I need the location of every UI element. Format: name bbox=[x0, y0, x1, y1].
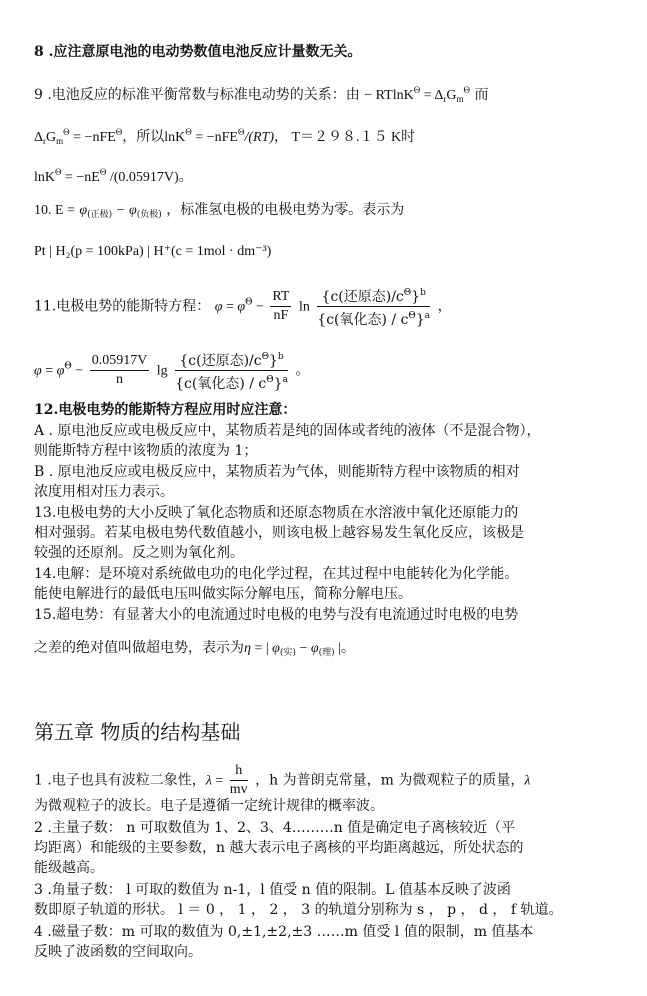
chapter-p4-1: 4 .磁量子数：m 可取的数值为 0,±1,±2,±3 ……m 值受 l 值的限制，m 值基本 bbox=[34, 924, 534, 940]
item-9-l2f: ， T＝２９８.１５ K时 bbox=[274, 130, 416, 145]
item-13-2: 相对强弱。若某电极电势代数值越小，则该电极上越容易发生氧化反应，该极是 bbox=[34, 525, 524, 541]
item-11b-den2: {c(氧化态) / c bbox=[175, 376, 267, 392]
item-15-2: 之差的绝对值叫做超电势，表示为η = | $\varphi_{(实)} - \varphi_{(理)}$ |。 bbox=[34, 640, 355, 658]
item-9-eq-part: − RTlnK bbox=[364, 88, 414, 103]
item-8: 8 .应注意原电池的电动势数值电池反应计量数无关。 bbox=[34, 44, 362, 60]
item-9-l3b: = −nE bbox=[65, 170, 100, 185]
item-9-line2: $\Delta_rG_m^\Theta = -nFE^\Theta$，所以lnK$^\Theta$ = −nFE$^\Theta$/(RT)， T＝２９８.１５ K时 bbox=[34, 127, 416, 146]
chapter-p2-3: 能级越高。 bbox=[34, 860, 104, 876]
item-9-l2e: /(RT) bbox=[244, 130, 274, 145]
item-15-theo: (理) bbox=[318, 648, 335, 658]
item-12b-1: B . 原电池反应或电极反应中，某物质若为气体，则能斯特方程中该物质的相对 bbox=[34, 464, 520, 480]
item-11-num1: RT bbox=[270, 288, 291, 307]
chapter-p1-frac bbox=[230, 762, 248, 799]
chapter-p4-2: 反映了波函数的空间取向。 bbox=[34, 944, 202, 960]
item-15-end: 。 bbox=[340, 640, 355, 656]
item-11b-frac2: $\frac{\{c(还原态)/c^\Theta\}^b}{\{c(氧化态) / c^\Theta\}^a}$ bbox=[175, 348, 288, 393]
item-9-er: 而 bbox=[474, 87, 489, 103]
item-14-2: 能使电解进行的最低电压叫做实际分解电压，简称分解电压。 bbox=[34, 586, 412, 602]
item-9-l2c: lnK bbox=[164, 130, 186, 145]
chapter-p1-num: h bbox=[230, 762, 248, 781]
chapter-p1-b: ，h 为普朗克常量，m 为微观粒子的质量， bbox=[255, 772, 525, 789]
chapter-p3-2: 数即原子轨道的形状。 l ＝ 0 ， 1 ， 2 ， 3 的轨道分别称为 s ， p ， d ， f 轨道。 bbox=[34, 902, 563, 918]
item-11-frac1 bbox=[270, 288, 291, 325]
item-11b-den1: n bbox=[116, 372, 124, 387]
item-13-1: 13.电极电势的大小反映了氧化态物质和还原态物质在水溶液中氧化还原能力的 bbox=[34, 505, 519, 521]
chapter-p1-den: mv bbox=[229, 782, 248, 797]
item-9-line1 bbox=[34, 80, 488, 109]
item-9-text: 9 .电池反应的标准平衡常数与标准电动势的关系：由 bbox=[34, 87, 360, 103]
item-11-label: 11.电极电势的能斯特方程： bbox=[34, 298, 211, 315]
item-12b-2: 浓度用相对压力表示。 bbox=[34, 484, 174, 500]
item-10-cell: Pt | H₂(p = 100kPa) | H⁺(c = 1mol · dm⁻³) bbox=[34, 244, 272, 259]
item-9-line3: $\ln K^\Theta = -nE^\Theta$ /(0.05917V)。 bbox=[34, 167, 193, 185]
item-15-real: (实) bbox=[279, 648, 296, 658]
item-9-l2a: = −nFE bbox=[73, 130, 116, 145]
chapter-title: 第五章 物质的结构基础 bbox=[34, 720, 241, 744]
item-9-l2b: ，所以 bbox=[122, 130, 165, 145]
item-11-den1: nF bbox=[273, 308, 289, 323]
item-10-e: 10. E = bbox=[34, 203, 75, 218]
item-11b-tail: 。 bbox=[295, 362, 310, 379]
item-10-neg: (负极) bbox=[136, 210, 162, 220]
item-11: 11.电极电势的能斯特方程： $\varphi = \varphi^\Theta$ − $\frac{RT}{nF}$ ln $\frac{\{c(还原态)/c^\Theta\}^b}{\{c(氧化态) / c^\Theta\}^a}$ ， bbox=[34, 284, 452, 329]
item-9-eq-part2: = Δ bbox=[423, 88, 444, 103]
item-13-3: 较强的还原剂。反之则为氧化剂。 bbox=[34, 545, 244, 561]
item-10-pos: (正极) bbox=[87, 210, 113, 220]
chapter-p2-2: 均距离）和能级的主要参数，n 越大表示电子离核的平均距离越远，所处状态的 bbox=[34, 840, 524, 856]
item-9-l3d: 。 bbox=[178, 170, 193, 185]
item-10-text: ，标准氢电极的电极电势为零。表示为 bbox=[166, 202, 405, 218]
item-12: 12.电极电势的能斯特方程应用时应注意： bbox=[34, 402, 297, 418]
item-11b-frac1 bbox=[90, 352, 150, 389]
item-12a-2: 则能斯特方程中该物质的浓度为 1； bbox=[34, 443, 258, 459]
item-14-1: 14.电解：是环境对系统做电功的电化学过程，在其过程中电能转化为化学能。 bbox=[34, 566, 519, 582]
item-11-num2: {c(还原态)/c bbox=[321, 289, 404, 305]
chapter-p1-line2: 为微观粒子的波长。电子是遵循一定统计规律的概率波。 bbox=[34, 798, 384, 814]
item-9-l3a: lnK bbox=[34, 170, 55, 185]
chapter-p3-1: 3 .角量子数： l 可取的数值为 n-1，l 值受 n 值的限制。L 值基本反映了波函 bbox=[34, 882, 511, 898]
item-11b-num1: 0.05917V bbox=[90, 352, 150, 371]
item-15-text: 之差的绝对值叫做超电势，表示为 bbox=[34, 640, 244, 656]
item-11-frac2: $\frac{\{c(还原态)/c^\Theta\}^b}{\{c(氧化态) / c^\Theta\}^a}$ bbox=[317, 284, 430, 329]
item-11b-num2: {c(还原态)/c bbox=[179, 353, 262, 369]
item-10: 10. $E = \varphi_{(正极)} - \varphi_{(负极)}$ ，标准氢电极的电极电势为零。表示为 bbox=[34, 202, 405, 220]
item-9-l2d: = −nFE bbox=[195, 130, 238, 145]
item-12a-1: A . 原电池反应或电极反应中，某物质若是纯的固体或者纯的液体（不是混合物）， bbox=[34, 423, 541, 439]
item-9-eq: − $RTlnK^\Theta = \Delta_rG_m^\Theta$ bbox=[364, 85, 470, 104]
item-15-1: 15.超电势：有显著大小的电流通过时电极的电势与没有电流通过时电极的电势 bbox=[34, 607, 519, 623]
chapter-p1-line1: 1 .电子也具有波粒二象性，λ = $\frac{h}{mv}$ ，h 为普朗克常量，m 为微观粒子的质量，λ bbox=[34, 763, 531, 797]
item-11-den2: {c(氧化态) / c bbox=[317, 312, 409, 328]
item-9-l3c: /(0.05917V) bbox=[109, 170, 179, 185]
chapter-p2-1: 2 .主量子数： n 可取数值为 1、2、3、4………n 值是确定电子离核较近（平 bbox=[34, 820, 516, 836]
item-11b: $\varphi = \varphi^\Theta$ − $\frac{0.05917V}{n}$ lg $\frac{\{c(还原态)/c^\Theta\}^b}{\{c(氧化态) / c^\Theta\}^a}$ 。 bbox=[34, 348, 309, 393]
chapter-p1-a: 1 .电子也具有波粒二象性， bbox=[34, 772, 206, 789]
item-11-tail: ， bbox=[437, 298, 452, 315]
